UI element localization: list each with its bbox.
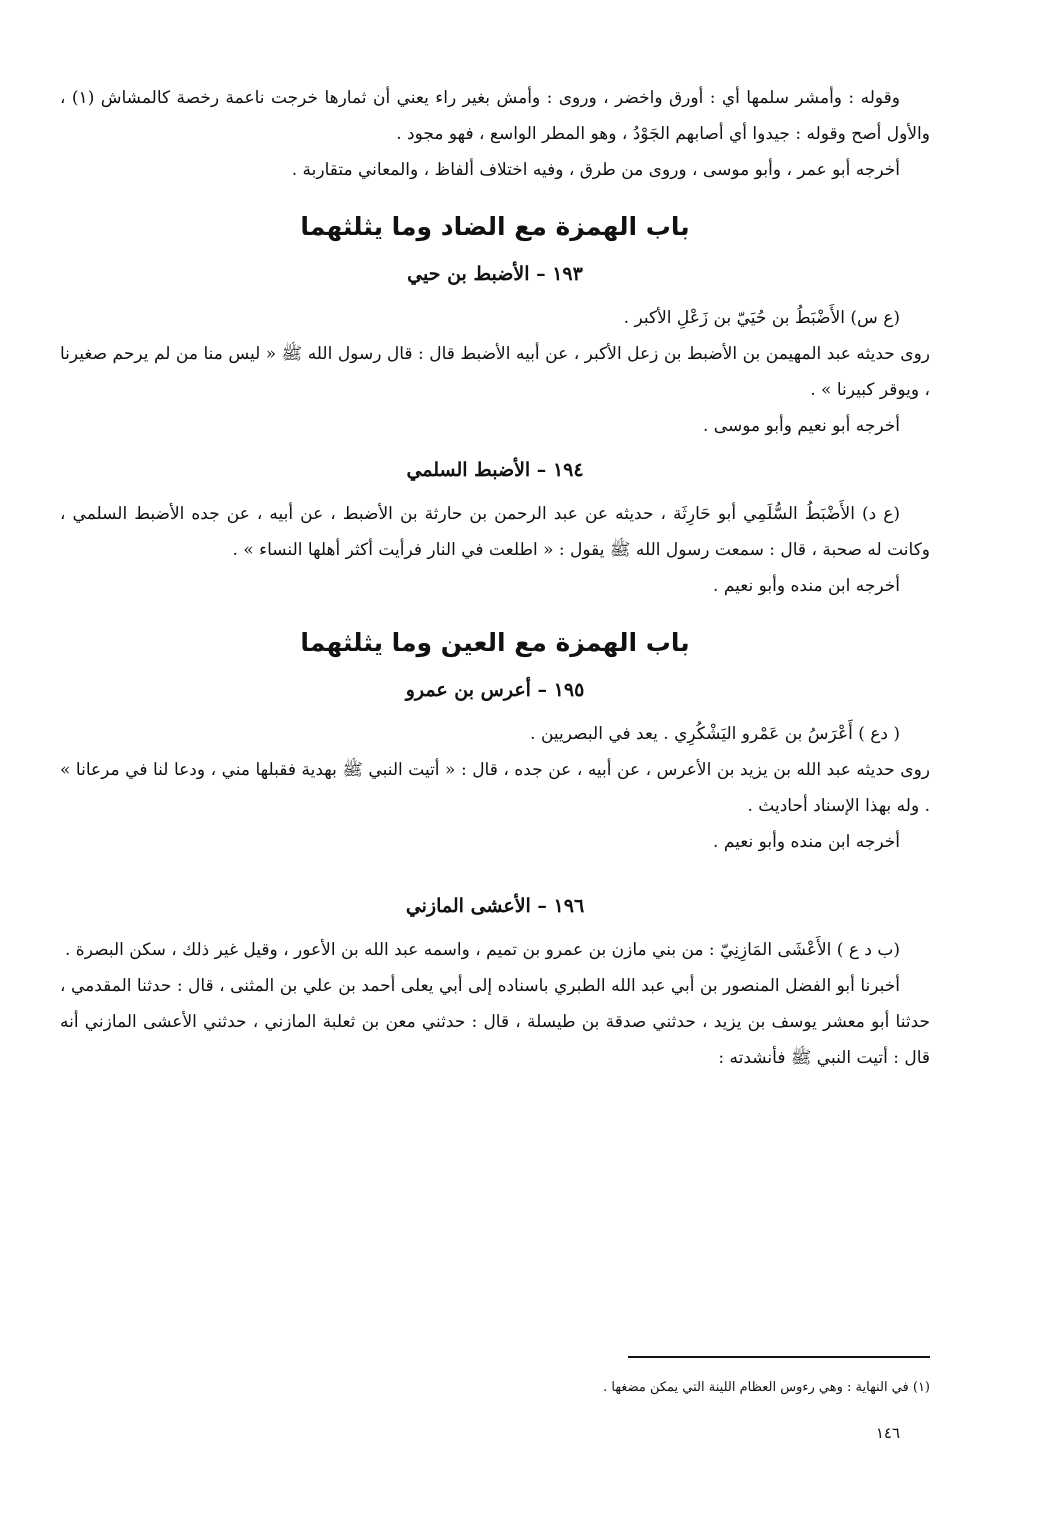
entry-194-attribution: أخرجه ابن منده وأبو نعيم . (713, 576, 900, 596)
opening-attribution: أخرجه أبو عمر ، وأبو موسى ، وروى من طرق ، وفيه اختلاف ألفاظ ، والمعاني متقاربة . (291, 160, 900, 180)
entry-193-attribution: أخرجه أبو نعيم وأبو موسى . (702, 416, 900, 436)
entry-193-title: ١٩٣ – الأضبط بن حيي (407, 263, 583, 285)
entry-193-name-line: (ع س) الأَضْبَطُ بن حُيَيّ بن زَعْلِ الأكبر . (623, 308, 900, 328)
entry-196-name-line: (ب د ع ) الأَعْشَى المَازِنِيّ : من بني مازن بن عمرو بن تميم ، واسمه عبد الله بن الأعور ، وقيل غير ذلك ، سكن البصرة . (64, 940, 900, 960)
chapter-heading-ain: باب الهمزة مع العين وما يثلثهما (300, 628, 690, 657)
page-number: ١٤٦ (875, 1424, 900, 1442)
entry-193-hadith: روى حديثه عبد المهيمن بن الأضبط بن زعل الأكبر ، عن أبيه الأضبط قال : قال رسول الله ﷺ « ليس منا من لم يرحم صغيرنا ، ويوقر كبيرنا » . (60, 344, 930, 400)
chapter-heading-dad: باب الهمزة مع الضاد وما يثلثهما (300, 212, 690, 241)
page-body (60, 80, 930, 1076)
entry-195-hadith: روى حديثه عبد الله بن يزيد بن الأعرس ، عن أبيه ، عن جده ، قال : « أتيت النبي ﷺ بهدية فقبلها مني ، ودعا لنا في مرعانا » . وله بهذا الإسناد أحاديث . (60, 760, 930, 816)
entry-195-name-line: ( دع ) أَعْرَسُ بن عَمْرو اليَشْكُرِي . يعد في البصريين . (530, 724, 900, 744)
footnote-divider (628, 1356, 930, 1358)
entry-194-hadith: (ع د) الأَضْبَطُ السُّلَمِي أبو حَارِثَة ، حديثه عن عبد الرحمن بن حارثة بن الأضبط ، عن أبيه ، عن جده الأضبط السلمي ، وكانت له صحبة ، قال : سمعت رسول الله ﷺ يقول : « اطلعت في النار فرأيت أكثر أهلها النساء » . (60, 504, 930, 560)
entry-194-title: ١٩٤ – الأضبط السلمي (406, 459, 584, 481)
entry-195-attribution: أخرجه ابن منده وأبو نعيم . (713, 832, 900, 852)
entry-196-title: ١٩٦ – الأعشى المازني (405, 895, 585, 917)
opening-paragraph: وقوله : وأمشر سلمها أي : أورق واخضر ، وروى : وأمش بغير راء يعني أن ثمارها خرجت ناعمة رخصة كالمشاش (١) ، والأول أصح وقوله : جيدوا أي أصابهم الجَوْدُ ، وهو المطر الواسع ، فهو مجود . (60, 88, 930, 144)
footnote: (١) في النهاية : وهي رءوس العظام اللينة التي يمكن مضغها . (603, 1380, 930, 1395)
entry-196-isnad: أخبرنا أبو الفضل المنصور بن أبي عبد الله الطبري باسناده إلى أبي يعلى أحمد بن علي بن المثنى ، قال : حدثنا المقدمي ، حدثنا أبو معشر يوسف بن يزيد ، حدثني صدقة بن طيسلة ، قال : حدثني معن بن ثعلبة المازني ، حدثني الأعشى المازني أنه قال : أتيت النبي ﷺ فأنشدته : (60, 976, 930, 1068)
entry-195-title: ١٩٥ – أعرس بن عمرو (405, 679, 585, 701)
